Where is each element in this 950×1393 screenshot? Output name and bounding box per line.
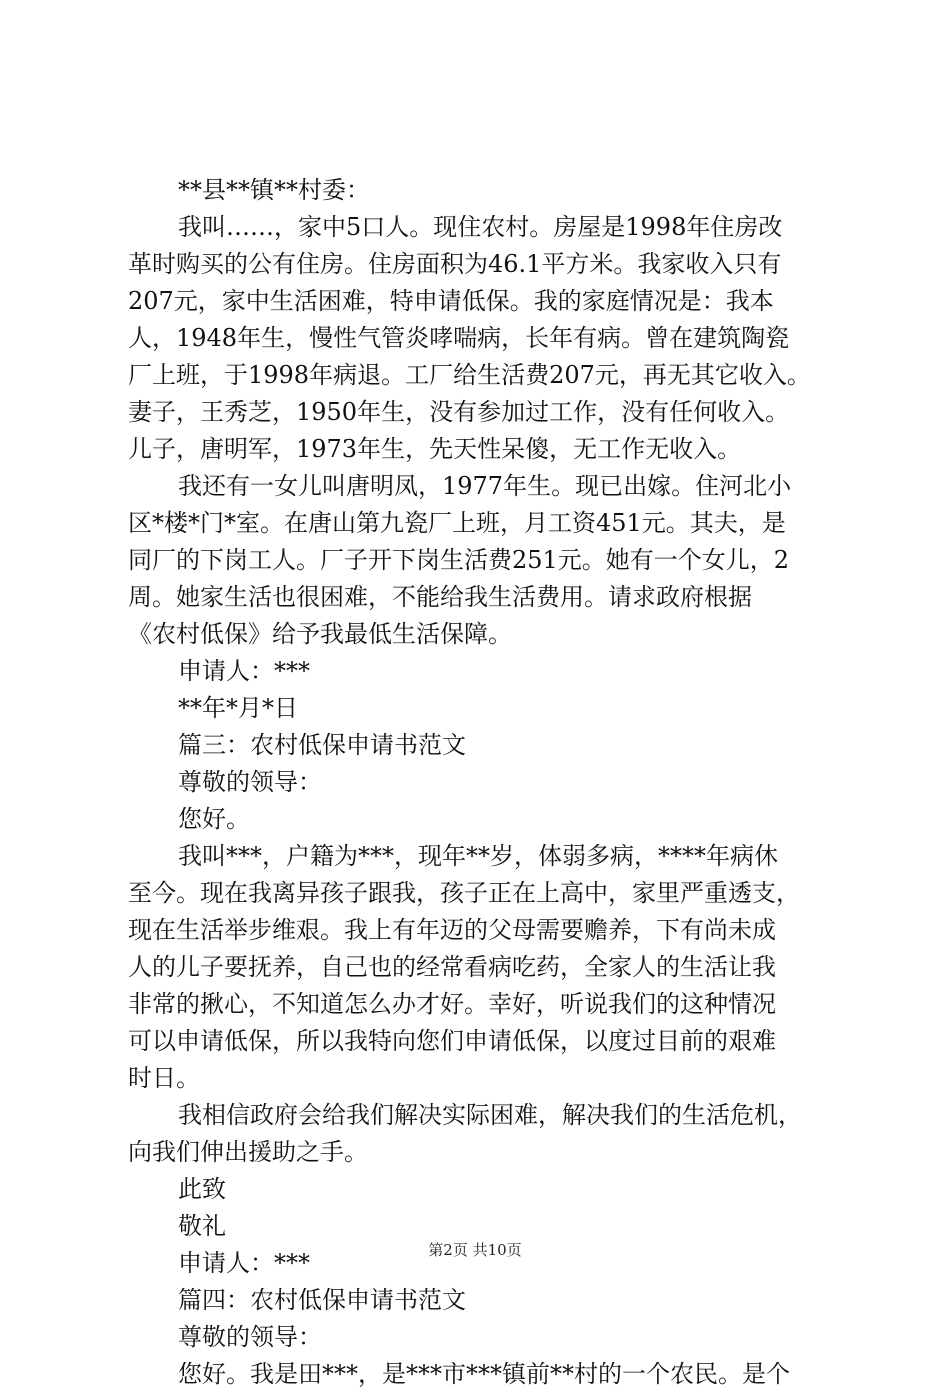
text-line: 申请人：*** <box>178 1249 310 1277</box>
text-line: 您好。 <box>178 805 250 833</box>
text-line: 敬礼 <box>178 1212 226 1240</box>
text-line: **县**镇**村委： <box>178 176 370 204</box>
text-line: 革时购买的公有住房。住房面积为46.1平方米。我家收入只有 <box>128 250 782 278</box>
text-line: 厂上班，于1998年病退。工厂给生活费207元，再无其它收入。 <box>128 361 811 389</box>
text-line: 同厂的下岗工人。厂子开下岗生活费251元。她有一个女儿，2 <box>128 546 790 574</box>
text-line: 儿子，唐明军，1973年生，先天性呆傻，无工作无收入。 <box>128 435 742 463</box>
text-line: 向我们伸出援助之手。 <box>128 1138 368 1166</box>
text-line: **年*月*日 <box>178 694 298 722</box>
text-line: 可以申请低保，所以我特向您们申请低保，以度过目前的艰难 <box>128 1027 776 1055</box>
text-line: 我叫***，户籍为***，现年**岁，体弱多病，****年病休 <box>178 842 778 870</box>
text-line: 尊敬的领导： <box>178 1323 322 1351</box>
text-line: 篇三：农村低保申请书范文 <box>178 731 466 759</box>
text-line: 现在生活举步维艰。我上有年迈的父母需要赡养，下有尚未成 <box>128 916 776 944</box>
text-line: 非常的揪心，不知道怎么办才好。幸好，听说我们的这种情况 <box>128 990 776 1018</box>
text-line: 妻子，王秀芝，1950年生，没有参加过工作，没有任何收入。 <box>128 398 790 426</box>
text-line: 我相信政府会给我们解决实际困难，解决我们的生活危机， <box>178 1101 802 1129</box>
text-line: 人的儿子要抚养，自己也的经常看病吃药，全家人的生活让我 <box>128 953 776 981</box>
text-line: 时日。 <box>128 1064 200 1092</box>
text-line: 尊敬的领导： <box>178 768 322 796</box>
text-line: 我叫……，家中5口人。现住农村。房屋是1998年住房改 <box>178 213 783 241</box>
text-line: 篇四：农村低保申请书范文 <box>178 1286 466 1314</box>
text-line: 您好。我是田***，是***市***镇前**村的一个农民。是个 <box>178 1360 790 1388</box>
text-line: 207元，家中生活困难，特申请低保。我的家庭情况是：我本 <box>128 287 774 315</box>
page-footer: 第2页 共10页 <box>428 1241 522 1259</box>
text-line: 人，1948年生，慢性气管炎哮喘病，长年有病。曾在建筑陶瓷 <box>128 324 790 352</box>
text-line: 此致 <box>178 1175 226 1203</box>
text-line: 申请人：*** <box>178 657 310 685</box>
text-line: 至今。现在我离异孩子跟我，孩子正在上高中，家里严重透支， <box>128 879 800 907</box>
text-line: 区*楼*门*室。在唐山第九瓷厂上班，月工资451元。其夫，是 <box>128 509 786 537</box>
document-body <box>128 172 833 1393</box>
text-line: 我还有一女儿叫唐明凤，1977年生。现已出嫁。住河北小 <box>178 472 792 500</box>
text-line: 周。她家生活也很困难，不能给我生活费用。请求政府根据 <box>128 583 752 611</box>
text-line: 《农村低保》给予我最低生活保障。 <box>128 620 512 648</box>
